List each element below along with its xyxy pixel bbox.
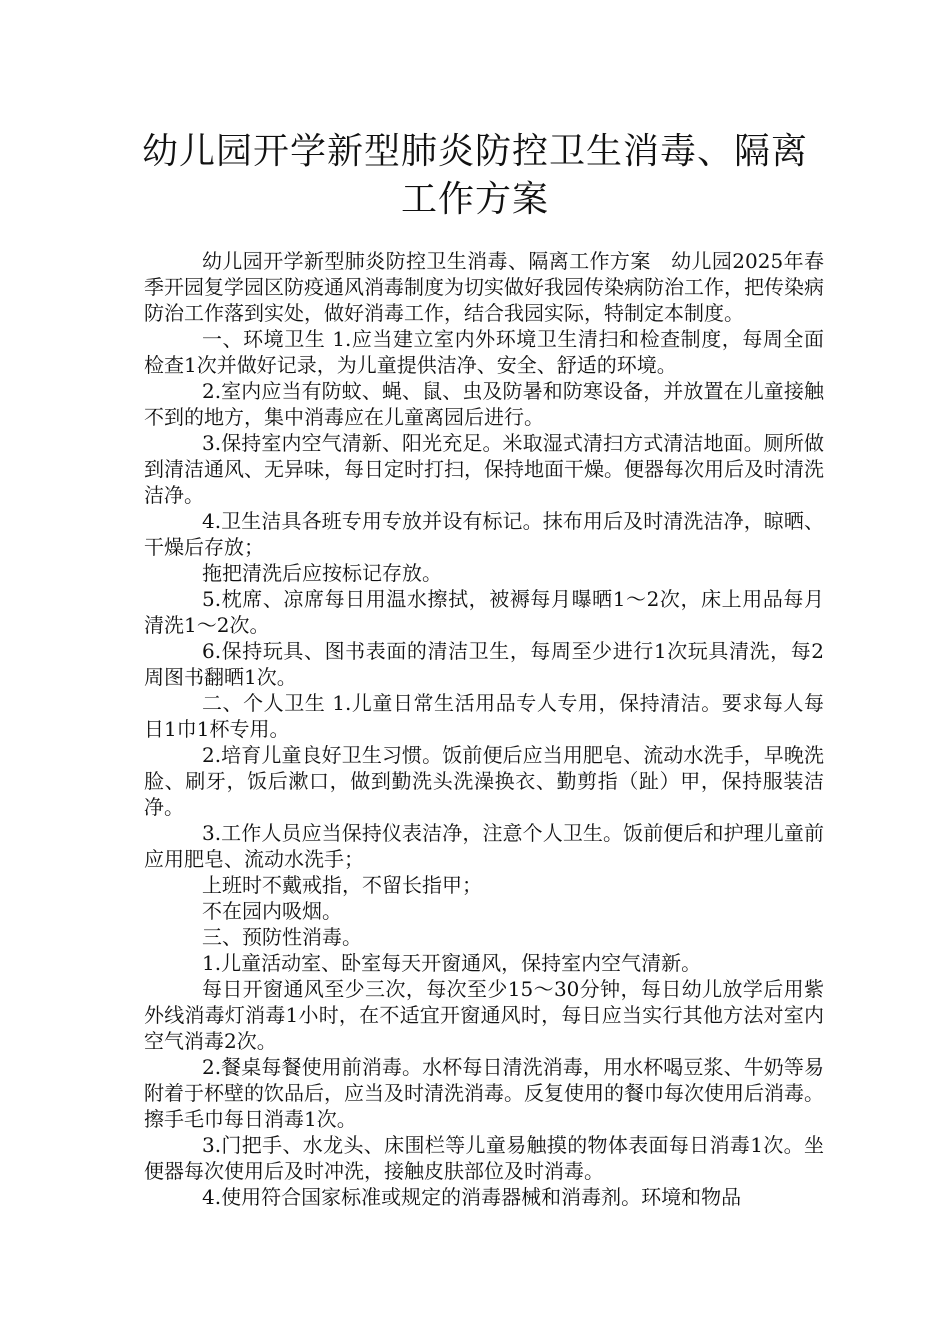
paragraph-environment-6: 6.保持玩具、图书表面的清洁卫生，每周至少进行1次玩具清洗，每2周图书翻晒1次。	[144, 639, 824, 689]
paragraph-personal-3: 3.工作人员应当保持仪表洁净，注意个人卫生。饭前便后和护理儿童前应用肥皂、流动水洗手；	[144, 821, 824, 871]
paragraph-disinfection-4: 4.使用符合国家标准或规定的消毒器械和消毒剂。环境和物品	[202, 1185, 742, 1209]
document-title-line-2: 工作方案	[400, 179, 549, 220]
document-title	[120, 128, 830, 224]
paragraph-environment-5: 5.枕席、凉席每日用温水擦拭，被褥每月曝晒1〜2次，床上用品每月清洗1〜2次。	[144, 587, 824, 637]
paragraph-disinfection-heading: 三、预防性消毒。	[202, 925, 362, 949]
paragraph-personal-3-smoking: 不在园内吸烟。	[202, 899, 342, 923]
paragraph-personal-1: 二、个人卫生 1.儿童日常生活用品专人专用，保持清洁。要求每人每日1巾1杯专用。	[144, 691, 824, 741]
paragraph-intro: 幼儿园开学新型肺炎防控卫生消毒、隔离工作方案 幼儿园2025年春季开园复学园区防疫通风消毒制度为切实做好我园传染病防治工作，把传染病防治工作落到实处，做好消毒工作，结合我园实际，特制定本制度。	[144, 249, 824, 325]
paragraph-environment-3: 3.保持室内空气清新、阳光充足。米取湿式清扫方式清洁地面。厕所做到清洁通风、无异味，每日定时打扫，保持地面干燥。便器每次用后及时清洗洁净。	[144, 431, 824, 507]
document-title-line-1: 幼儿园开学新型肺炎防控卫生消毒、隔离	[141, 131, 808, 172]
document-body	[144, 248, 824, 1210]
paragraph-personal-3-rings: 上班时不戴戒指，不留长指甲；	[202, 873, 482, 897]
paragraph-disinfection-1: 1.儿童活动室、卧室每天开窗通风，保持室内空气清新。	[202, 951, 702, 975]
paragraph-disinfection-1-ventilation: 每日开窗通风至少三次，每次至少15〜30分钟，每日幼儿放学后用紫外线消毒灯消毒1小时，在不适宜开窗通风时，每日应当实行其他方法对室内空气消毒2次。	[144, 977, 824, 1053]
paragraph-disinfection-3: 3.门把手、水龙头、床围栏等儿童易触摸的物体表面每日消毒1次。坐便器每次使用后及时冲洗，接触皮肤部位及时消毒。	[144, 1133, 824, 1183]
paragraph-environment-2: 2.室内应当有防蚊、蝇、鼠、虫及防暑和防寒设备，并放置在儿童接触不到的地方，集中消毒应在儿童离园后进行。	[144, 379, 824, 429]
paragraph-personal-2: 2.培育儿童良好卫生习惯。饭前便后应当用肥皂、流动水洗手，早晚洗脸、刷牙，饭后漱口，做到勤洗头洗澡换衣、勤剪指（趾）甲，保持服装洁净。	[144, 743, 824, 819]
paragraph-environment-4-mop: 拖把清洗后应按标记存放。	[202, 561, 442, 585]
paragraph-environment-4: 4.卫生洁具各班专用专放并设有标记。抹布用后及时清洗洁净，晾晒、干燥后存放；	[144, 509, 824, 559]
paragraph-environment-1: 一、环境卫生 1.应当建立室内外环境卫生清扫和检查制度，每周全面检查1次并做好记录，为儿童提供洁净、安全、舒适的环境。	[144, 327, 824, 377]
paragraph-disinfection-2: 2.餐桌每餐使用前消毒。水杯每日清洗消毒，用水杯喝豆浆、牛奶等易附着于杯壁的饮品后，应当及时清洗消毒。反复使用的餐巾每次使用后消毒。擦手毛巾每日消毒1次。	[144, 1055, 824, 1131]
